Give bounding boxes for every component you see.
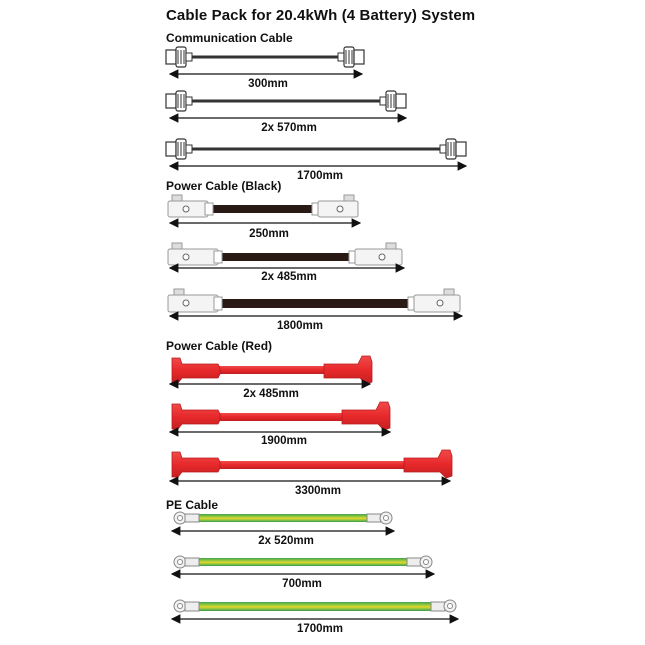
rj45-connector-right xyxy=(338,47,364,67)
red-plug-right xyxy=(342,402,390,430)
ring-terminal-left xyxy=(174,556,199,568)
section-title-power-red: Power Cable (Red) xyxy=(166,339,273,353)
red-cable-485 xyxy=(170,356,372,384)
black-cable-485 xyxy=(168,243,404,268)
black-cable-1800 xyxy=(168,289,462,316)
red-plug-right xyxy=(324,356,372,384)
cable-length-label: 1800mm xyxy=(276,320,324,332)
section-title-power-black: Power Cable (Black) xyxy=(166,179,282,193)
ring-terminal-left xyxy=(174,512,199,524)
ring-terminal-right xyxy=(431,600,456,612)
power-plug-left xyxy=(168,243,222,265)
power-plug-right xyxy=(408,289,460,312)
pe-cable-700 xyxy=(172,556,434,574)
comm-cable-570 xyxy=(166,91,406,118)
rj45-connector-left xyxy=(166,139,192,159)
red-plug-left xyxy=(172,358,220,383)
rj45-connector-right xyxy=(440,139,466,159)
black-cable-250 xyxy=(168,195,360,223)
cable-length-label: 2x 520mm xyxy=(258,535,314,547)
ring-terminal-left xyxy=(174,600,199,612)
section-title-pe: PE Cable xyxy=(166,498,219,512)
cable-length-label: 2x 485mm xyxy=(243,388,299,400)
cable-length-label: 1900mm xyxy=(260,435,308,447)
ring-terminal-right xyxy=(367,512,392,524)
comm-cable-300 xyxy=(166,47,364,74)
cable-length-label: 300mm xyxy=(248,78,288,90)
cable-length-label: 1700mm xyxy=(296,170,344,182)
power-plug-left xyxy=(168,195,213,217)
ring-terminal-right xyxy=(407,556,432,568)
red-cable-3300 xyxy=(170,450,452,481)
red-plug-left xyxy=(172,404,220,429)
cable-length-label: 250mm xyxy=(249,228,289,240)
red-plug-left xyxy=(172,452,220,477)
cable-length-label: 1700mm xyxy=(296,623,344,635)
cable-length-label: 2x 485mm xyxy=(261,271,317,283)
power-plug-left xyxy=(168,289,222,312)
cable-length-label: 3300mm xyxy=(294,485,342,497)
section-title-communication: Communication Cable xyxy=(166,31,293,45)
red-plug-right xyxy=(404,450,452,478)
pe-cable-1700 xyxy=(172,600,458,619)
rj45-connector-left xyxy=(166,47,192,67)
red-cable-1900 xyxy=(170,402,390,432)
cable-length-label: 2x 570mm xyxy=(261,122,317,134)
page-title: Cable Pack for 20.4kWh (4 Battery) System xyxy=(166,7,476,24)
rj45-connector-right xyxy=(380,91,406,111)
power-plug-right xyxy=(349,243,402,265)
pe-cable-520 xyxy=(172,512,394,531)
comm-cable-1700 xyxy=(166,139,466,166)
power-plug-right xyxy=(312,195,358,217)
cable-length-label: 700mm xyxy=(282,578,322,590)
rj45-connector-left xyxy=(166,91,192,111)
